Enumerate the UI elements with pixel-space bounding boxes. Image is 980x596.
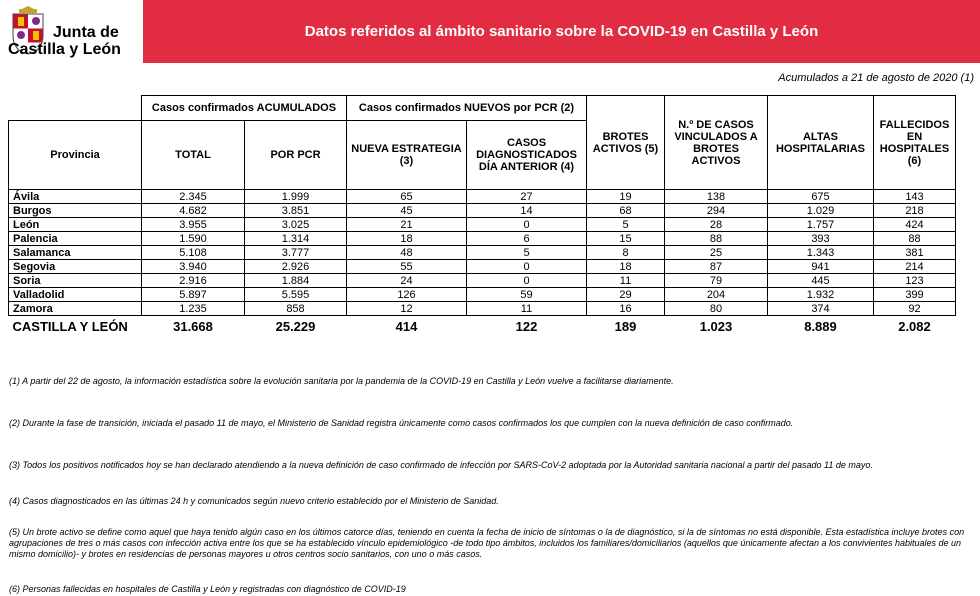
total-cell: CASTILLA Y LEÓN [12, 318, 128, 334]
table-cell: 87 [665, 260, 768, 274]
table-row [9, 190, 956, 204]
table-row [9, 232, 956, 246]
logo-line-2: Castilla y León [8, 41, 121, 58]
total-cell: 189 [614, 318, 637, 334]
table-cell: 126 [347, 288, 467, 302]
table-cell: 5.595 [245, 288, 347, 302]
table-cell: 88 [665, 232, 768, 246]
table-cell: 65 [347, 190, 467, 204]
empty-corner [9, 96, 142, 121]
table-cell: 1.590 [142, 232, 245, 246]
table-cell: 138 [665, 190, 768, 204]
date-note: Acumulados a 21 de agosto de 2020 (1) [778, 72, 974, 84]
province-name: Soria [9, 274, 142, 288]
total-cell: 8.889 [804, 318, 837, 334]
province-name: Valladolid [9, 288, 142, 302]
table-cell: 3.940 [142, 260, 245, 274]
table-cell: 14 [467, 204, 587, 218]
logo-line-1: Junta de [53, 24, 119, 41]
table-cell: 123 [874, 274, 956, 288]
table-cell: 1.029 [768, 204, 874, 218]
total-row [9, 316, 956, 337]
col-header-dia-anterior: CASOS DIAGNOSTICADOS DÍA ANTERIOR (4) [467, 121, 587, 190]
table-cell: 374 [768, 302, 874, 316]
table-cell: 18 [347, 232, 467, 246]
table-cell: 858 [245, 302, 347, 316]
table-cell: 675 [768, 190, 874, 204]
table-cell: 143 [874, 190, 956, 204]
total-cell: 1.023 [699, 318, 733, 334]
table-cell: 393 [768, 232, 874, 246]
table-cell: 3.955 [142, 218, 245, 232]
table-cell: 0 [467, 218, 587, 232]
table-cell: 1.314 [245, 232, 347, 246]
table-cell: 4.682 [142, 204, 245, 218]
col-header-provincia: Provincia [9, 121, 142, 190]
total-cell: 25.229 [275, 318, 316, 334]
table-cell: 19 [587, 190, 665, 204]
table-cell: 5 [587, 218, 665, 232]
col-header-vinculados: N.º DE CASOS VINCULADOS A BROTES ACTIVOS [665, 96, 768, 190]
table-row [9, 204, 956, 218]
table-cell: 55 [347, 260, 467, 274]
group-header-acumulados: Casos confirmados ACUMULADOS [142, 96, 347, 121]
table-cell: 0 [467, 260, 587, 274]
col-header-altas: ALTAS HOSPITALARIAS [768, 96, 874, 190]
table-cell: 204 [665, 288, 768, 302]
province-name: Salamanca [9, 246, 142, 260]
table-cell: 48 [347, 246, 467, 260]
footnote-2: (2) Durante la fase de transición, iniciada el pasado 11 de mayo, el Ministerio de Sanidad registra únicamente como casos confirmados los que cumplen con la nueva definición de caso confirmado. [9, 418, 794, 428]
col-header-nueva-estrategia: NUEVA ESTRATEGIA (3) [347, 121, 467, 190]
table-cell: 445 [768, 274, 874, 288]
table-cell: 15 [587, 232, 665, 246]
table-cell: 11 [587, 274, 665, 288]
table-cell: 29 [587, 288, 665, 302]
page-title: Datos referidos al ámbito sanitario sobre la COVID-19 en Castilla y León [304, 23, 819, 40]
table-cell: 5.897 [142, 288, 245, 302]
table-cell: 79 [665, 274, 768, 288]
footnote-6: (6) Personas fallecidas en hospitales de Castilla y León y registradas con diagnóstico de COVID-19 [9, 584, 406, 594]
province-name: Zamora [9, 302, 142, 316]
table-cell: 12 [347, 302, 467, 316]
table-cell: 1.343 [768, 246, 874, 260]
total-cell: 122 [515, 318, 538, 334]
footnote-5: (5) Un brote activo se define como aquel que haya tenido algún caso en los últimos catorce días, teniendo en cuenta la fecha de inicio de síntomas o la de diagnóstico, si la de síntomas no está disponible. Esta estadística incluye brotes con agrupaciones de tres o más casos con infección activa entre los que se ha establecido vínculo epidemiológico -de todo tipo ámbitos, incluidos los familiares/domiciliarios (aquellos que únicamente afectan a los convivientes habituales de un mismo domicilio)- y brotes en residencias de personas mayores u otros centros socio sanitarios, con uno o más casos. [9, 527, 965, 559]
table-cell: 3.777 [245, 246, 347, 260]
group-header-nuevos: Casos confirmados NUEVOS por PCR (2) [347, 96, 587, 121]
table-cell: 2.345 [142, 190, 245, 204]
table-cell: 381 [874, 246, 956, 260]
table-cell: 1.757 [768, 218, 874, 232]
table-row [9, 260, 956, 274]
table-cell: 45 [347, 204, 467, 218]
table-cell: 2.926 [245, 260, 347, 274]
col-header-total: TOTAL [142, 121, 245, 190]
table-cell: 0 [467, 274, 587, 288]
table-cell: 424 [874, 218, 956, 232]
table-row [9, 288, 956, 302]
table-cell: 294 [665, 204, 768, 218]
table-row [9, 246, 956, 260]
table-cell: 16 [587, 302, 665, 316]
table-cell: 24 [347, 274, 467, 288]
table-cell: 21 [347, 218, 467, 232]
junta-logo [6, 3, 141, 63]
col-header-brotes: BROTES ACTIVOS (5) [587, 96, 665, 190]
table-cell: 218 [874, 204, 956, 218]
table-row [9, 218, 956, 232]
province-name: Palencia [9, 232, 142, 246]
title-banner [143, 0, 980, 63]
province-name: León [9, 218, 142, 232]
table-cell: 8 [587, 246, 665, 260]
table-cell: 18 [587, 260, 665, 274]
table-cell: 3.025 [245, 218, 347, 232]
footnote-1: (1) A partir del 22 de agosto, la información estadística sobre la evolución sanitaria por la pandemia de la COVID-19 en Castilla y León vuelve a facilitarse diariamente. [9, 376, 674, 386]
table-cell: 59 [467, 288, 587, 302]
table-cell: 1.884 [245, 274, 347, 288]
table-cell: 27 [467, 190, 587, 204]
col-header-por-pcr: POR PCR [245, 121, 347, 190]
footnote-3: (3) Todos los positivos notificados hoy se han declarado atendiendo a la nueva definición de caso confirmado de infección por SARS-CoV-2 adoptada por la Autoridad sanitaria nacional a partir del pasado 11 de mayo. [9, 460, 873, 470]
table-cell: 28 [665, 218, 768, 232]
table-cell: 1.999 [245, 190, 347, 204]
total-cell: 414 [395, 318, 418, 334]
table-cell: 5 [467, 246, 587, 260]
table-row [9, 274, 956, 288]
table-cell: 1.235 [142, 302, 245, 316]
table-cell: 941 [768, 260, 874, 274]
province-name: Burgos [9, 204, 142, 218]
table-cell: 80 [665, 302, 768, 316]
total-cell: 2.082 [898, 318, 931, 334]
table-cell: 2.916 [142, 274, 245, 288]
table-cell: 1.932 [768, 288, 874, 302]
table-cell: 92 [874, 302, 956, 316]
covid-data-table [8, 95, 956, 337]
table-row [9, 302, 956, 316]
table-cell: 11 [467, 302, 587, 316]
table-cell: 5.108 [142, 246, 245, 260]
table-cell: 25 [665, 246, 768, 260]
table-cell: 3.851 [245, 204, 347, 218]
table-cell: 399 [874, 288, 956, 302]
table-cell: 68 [587, 204, 665, 218]
province-name: Segovia [9, 260, 142, 274]
table-cell: 88 [874, 232, 956, 246]
total-cell: 31.668 [173, 318, 213, 334]
col-header-fallecidos: FALLECIDOS EN HOSPITALES (6) [874, 96, 956, 190]
footnote-4: (4) Casos diagnosticados en las últimas 24 h y comunicados según nuevo criterio establecido por el Ministerio de Sanidad. [9, 496, 499, 506]
table-cell: 6 [467, 232, 587, 246]
table-body [9, 190, 956, 316]
province-name: Ávila [9, 190, 142, 204]
table-cell: 214 [874, 260, 956, 274]
